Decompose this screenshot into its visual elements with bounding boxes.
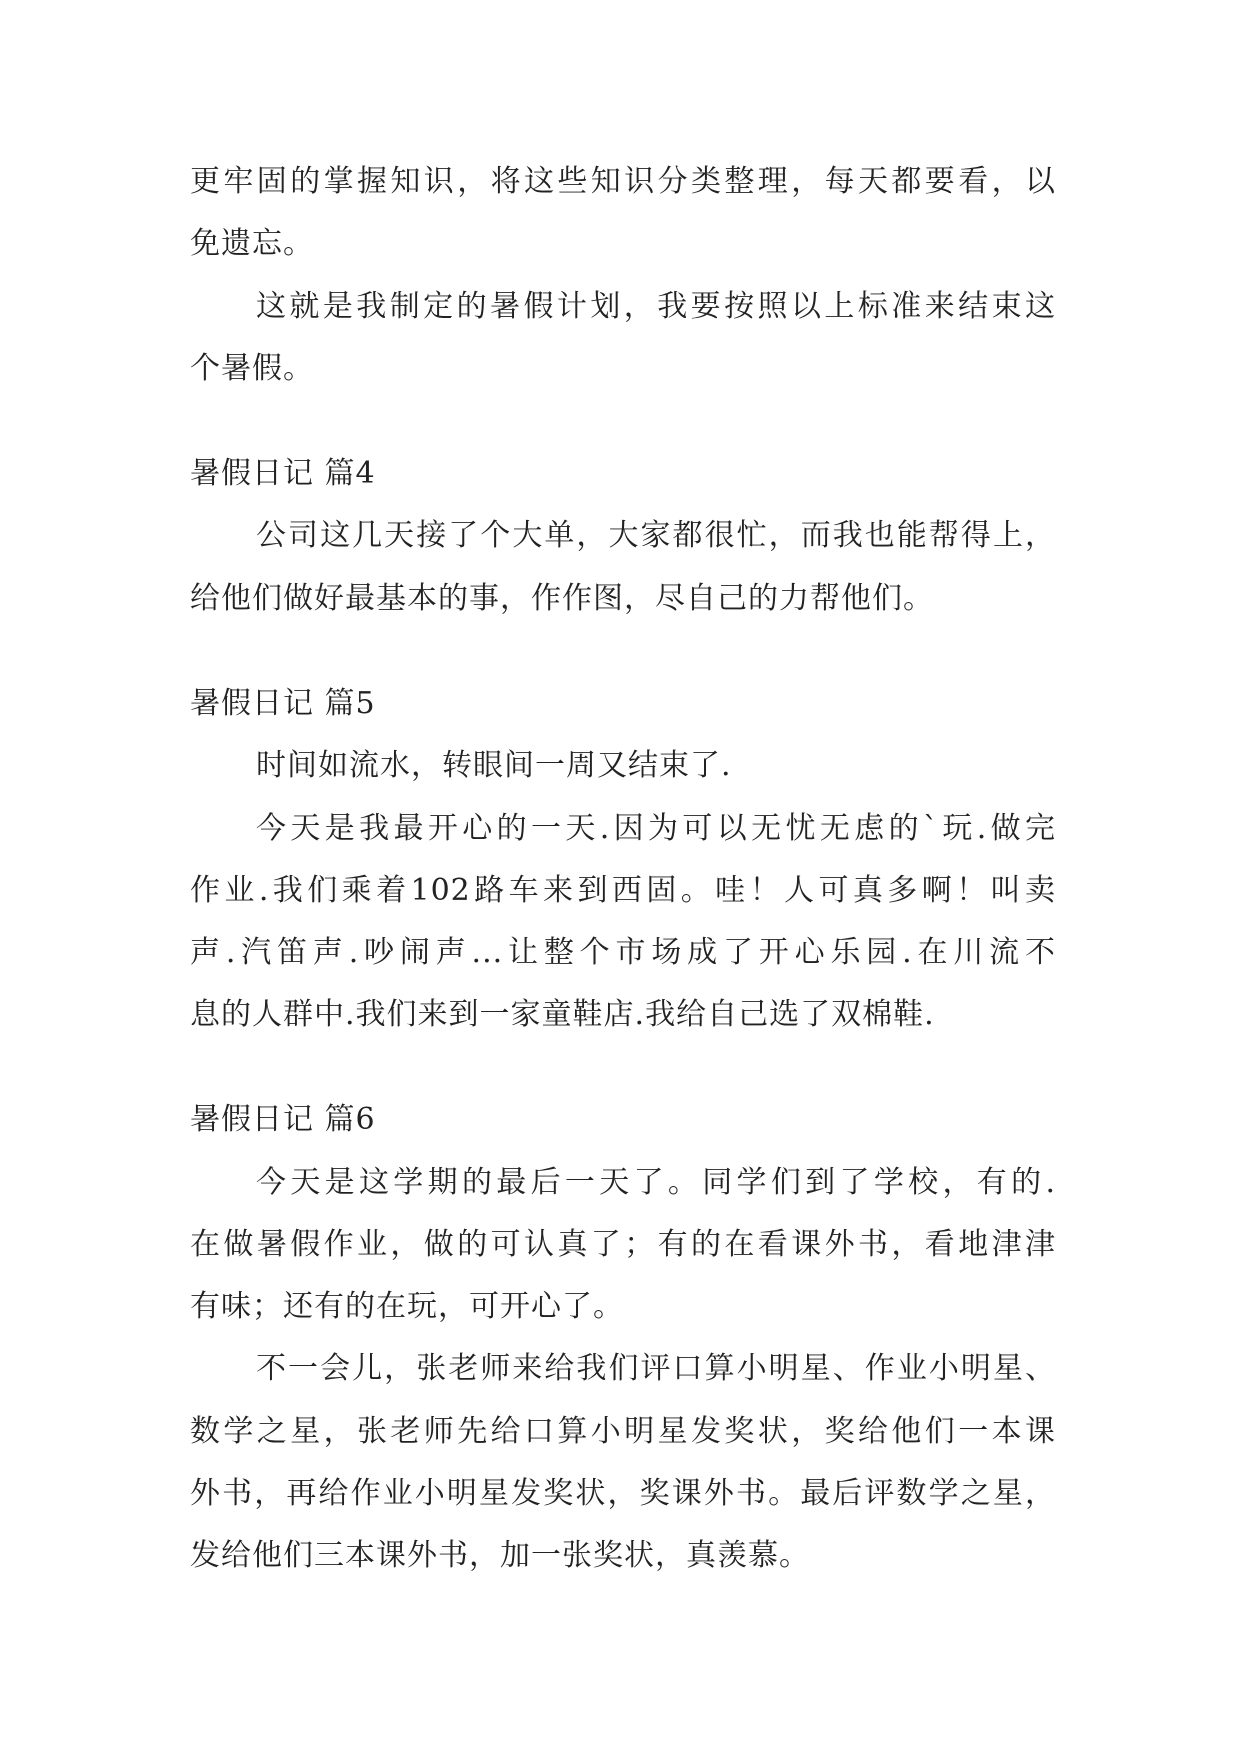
paragraph-line: 给他们做好最基本的事，作作图，尽自己的力帮他们。 (190, 581, 934, 616)
paragraph-line: 个暑假。 (190, 351, 314, 386)
paragraph-line: 声.汽笛声.吵闹声...让整个市场成了开心乐园.在川流不 (190, 935, 1056, 970)
section-heading: 暑假日记 篇6 (190, 1102, 376, 1137)
section-heading: 暑假日记 篇4 (190, 456, 376, 491)
paragraph-line: 有味；还有的在玩，可开心了。 (190, 1289, 624, 1324)
paragraph-line: 息的人群中.我们来到一家童鞋店.我给自己选了双棉鞋. (190, 997, 935, 1032)
paragraph-line: 发给他们三本课外书，加一张奖状，真羡慕。 (190, 1538, 810, 1573)
paragraph-line: 数学之星，张老师先给口算小明星发奖状，奖给他们一本课 (190, 1414, 1056, 1449)
paragraph-line: 不一会儿，张老师来给我们评口算小明星、作业小明星、 (256, 1351, 1056, 1386)
paragraph-line: 这就是我制定的暑假计划，我要按照以上标准来结束这 (256, 289, 1056, 324)
paragraph-line: 外书，再给作业小明星发奖状，奖课外书。最后评数学之星， (190, 1476, 1056, 1511)
paragraph-line: 免遗忘。 (190, 226, 314, 261)
paragraph-line: 作业.我们乘着102路车来到西固。哇！人可真多啊！叫卖 (190, 873, 1056, 908)
paragraph-line: 时间如流水，转眼间一周又结束了. (256, 748, 732, 783)
paragraph-line: 今天是这学期的最后一天了。同学们到了学校，有的. (256, 1165, 1056, 1200)
paragraph-line: 更牢固的掌握知识，将这些知识分类整理，每天都要看，以 (190, 164, 1056, 199)
paragraph-line: 在做暑假作业，做的可认真了；有的在看课外书，看地津津 (190, 1227, 1056, 1262)
section-heading: 暑假日记 篇5 (190, 686, 376, 721)
paragraph-line: 今天是我最开心的一天.因为可以无忧无虑的`玩.做完 (256, 811, 1056, 846)
paragraph-line: 公司这几天接了个大单，大家都很忙，而我也能帮得上， (256, 518, 1056, 553)
